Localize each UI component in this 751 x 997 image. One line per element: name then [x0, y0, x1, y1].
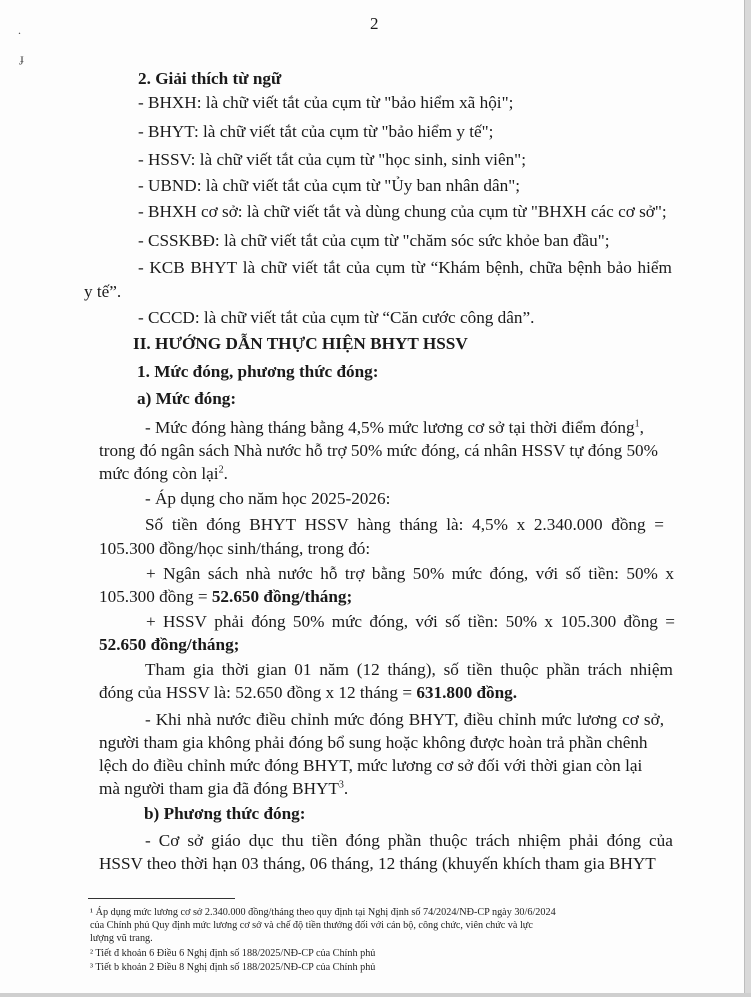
word: cụm	[375, 258, 406, 277]
word: đóng	[251, 612, 286, 631]
word: tháng	[399, 515, 438, 534]
word: điều	[256, 710, 286, 729]
page-edge-right	[744, 0, 751, 997]
paragraph-rate-text: mức đóng còn lại	[99, 464, 219, 483]
word: của	[346, 258, 371, 277]
paragraph-annual-text: đóng của HSSV là: 52.650 đồng x 12 tháng =	[99, 683, 417, 702]
word: BHYT	[190, 258, 238, 277]
subheading-contribution: 1. Mức đóng, phương thức đóng:	[137, 362, 379, 381]
state-support-amount: 52.650 đồng/tháng;	[211, 587, 353, 606]
paragraph-rate-text: - Mức đóng hàng tháng bằng 4,5% mức lương cơ sở tại thời điểm đóng	[145, 418, 635, 437]
word: trợ	[344, 564, 365, 583]
word: (12	[356, 660, 380, 679]
word: +	[146, 612, 156, 631]
word: đóng	[606, 831, 641, 850]
paragraph-annual-line	[145, 659, 673, 681]
word: mức	[451, 564, 483, 583]
word: mức	[541, 710, 572, 729]
paragraph-state-support-text: 105.300 đồng =	[99, 587, 212, 606]
word: x	[665, 564, 674, 583]
definition-item: - CSSKBĐ: là chữ viết tắt của cụm từ "chăm sóc sức khỏe ban đầu";	[138, 231, 610, 250]
paragraph-end: .	[223, 464, 228, 483]
paragraph-rate-line	[99, 463, 228, 485]
word: nhiệm	[517, 831, 561, 850]
footnote-2: ² Tiết đ khoản 6 Điều 6 Nghị định số 188/2025/NĐ-CP của Chính phủ	[90, 948, 376, 959]
word: sở,	[643, 710, 664, 729]
paragraph-end: .	[343, 779, 349, 798]
word: số	[443, 660, 459, 679]
word: chỉnh	[498, 710, 537, 729]
definition-item-kcb-cont: y tế”.	[84, 282, 122, 301]
word: =	[665, 612, 675, 631]
word: sở	[187, 831, 204, 850]
footnote-1-cont: của Chính phủ Quy định mức lương cơ sở và chế độ tiền thưởng đối với cán bộ, công chức, viên chức và lực	[90, 920, 533, 931]
word: Khi	[155, 710, 182, 729]
paragraph-adjustment-text: mà người tham gia đã đóng BHYT	[99, 779, 339, 798]
word: đóng	[369, 710, 404, 729]
word: đồng	[623, 612, 658, 631]
footnote-separator	[88, 898, 235, 899]
word: chỉnh	[290, 710, 329, 729]
paragraph-adjustment-line	[145, 709, 664, 731]
word: bằng	[371, 564, 406, 583]
footnote-ref: 1	[634, 418, 640, 430]
word: bảo	[607, 258, 632, 277]
paragraph-adjustment-line: người tham gia không phải đóng bổ sung hoặc không được hoàn trả phần chênh	[99, 733, 648, 752]
definition-item: - HSSV: là chữ viết tắt của cụm từ "học sinh, sinh viên";	[138, 150, 526, 169]
word: bệnh,	[485, 258, 524, 277]
word: =	[654, 515, 664, 534]
word: 4,5%	[472, 515, 508, 534]
word: thuộc	[429, 831, 468, 850]
paragraph-method-line	[145, 830, 673, 852]
word: hàng	[357, 515, 391, 534]
scan-mark: ɟ	[20, 51, 24, 65]
word: lương	[576, 710, 618, 729]
word: tiền:	[467, 612, 499, 631]
definition-item: - UBND: là chữ viết tắt của cụm từ "Ủy ban nhân dân";	[138, 176, 521, 195]
word: gian	[256, 660, 287, 679]
word: đóng	[206, 515, 241, 534]
word: phần	[387, 831, 422, 850]
word: tiền	[311, 831, 338, 850]
paragraph-adjustment-line	[99, 778, 348, 800]
word: gia	[192, 660, 214, 679]
word: giáo	[211, 831, 241, 850]
word: phần	[546, 660, 580, 679]
footnote-1: ¹ Áp dụng mức lương cơ sở 2.340.000 đồng/tháng theo quy định tại Nghị định số 74/2024/NĐ-CP ngày 30/6/2024	[90, 907, 556, 918]
word: -	[138, 258, 144, 277]
word: tháng),	[387, 660, 436, 679]
footnote-ref: 3	[338, 779, 344, 791]
word: số	[565, 564, 581, 583]
word: 105.300	[560, 612, 617, 631]
word: đóng,	[489, 564, 529, 583]
paragraph-method-line: HSSV theo thời hạn 03 tháng, 06 tháng, 12 tháng (khuyến khích tham gia BHYT	[99, 854, 656, 873]
word: -	[145, 710, 151, 729]
word: hỗ	[320, 564, 338, 583]
word: là	[242, 258, 256, 277]
page-number: 2	[370, 14, 379, 33]
word: tắt	[323, 258, 341, 277]
word: HSSV	[304, 515, 349, 534]
paragraph-state-support-line	[99, 586, 352, 608]
word: năm	[319, 660, 349, 679]
word: mức	[331, 612, 363, 631]
word: 50%	[626, 564, 658, 583]
word: nhà	[186, 710, 212, 729]
word: +	[146, 564, 156, 583]
part-heading-guidance: II. HƯỚNG DẪN THỰC HIỆN BHYT HSSV	[133, 334, 468, 353]
word: là:	[446, 515, 464, 534]
word: thuộc	[500, 660, 539, 679]
word: bệnh	[568, 258, 602, 277]
word: 2.340.000	[533, 515, 603, 534]
paragraph-state-support-line	[146, 563, 674, 585]
footnote-ref: 2	[218, 464, 224, 476]
word: cơ	[622, 710, 639, 729]
word: đồng	[611, 515, 646, 534]
word: với	[535, 564, 559, 583]
paragraph-annual-line	[99, 682, 517, 704]
word: đóng	[345, 831, 380, 850]
word: thu	[281, 831, 304, 850]
word: -	[145, 831, 151, 850]
word: nước	[216, 710, 252, 729]
word: từ	[410, 258, 425, 277]
word: Số	[145, 515, 164, 534]
word: trách	[475, 831, 510, 850]
word: với	[415, 612, 438, 631]
paragraph-amount-line: 105.300 đồng/học sinh/tháng, trong đó:	[99, 539, 371, 558]
paragraph-adjustment-line: lệch do điều chỉnh mức đóng BHYT, mức lương cơ sở đối với thời gian còn lại	[99, 756, 643, 775]
word: Ngân	[163, 564, 201, 583]
scan-dot-mark: .	[18, 23, 21, 37]
word: phải	[214, 612, 244, 631]
word: x	[544, 612, 554, 631]
definition-item: - BHXH: là chữ viết tắt của cụm từ "bảo hiểm xã hội";	[138, 93, 514, 112]
paragraph-amount-line	[145, 514, 664, 536]
word: thời	[221, 660, 250, 679]
definition-item-cccd: - CCCD: là chữ viết tắt của cụm từ “Căn cước công dân”.	[138, 308, 535, 327]
word: phải	[568, 831, 599, 850]
word: chữ	[260, 258, 287, 277]
paragraph-year: - Áp dụng cho năm học 2025-2026:	[145, 489, 391, 508]
word: HSSV	[163, 612, 207, 631]
word: chữa	[529, 258, 563, 277]
word: “Khám	[430, 258, 481, 277]
word: Cơ	[158, 831, 180, 850]
word: trách	[587, 660, 623, 679]
word: 50%	[292, 612, 325, 631]
word: nhà	[245, 564, 271, 583]
subheading-method: b) Phương thức đóng:	[144, 804, 306, 823]
subheading-rate: a) Mức đóng:	[137, 389, 237, 408]
word: 50%	[412, 564, 445, 583]
section-heading-definitions: 2. Giải thích từ ngữ	[138, 69, 282, 88]
word: viết	[291, 258, 318, 277]
word: dục	[248, 831, 274, 850]
word: tiền	[466, 660, 493, 679]
word: 50%	[505, 612, 538, 631]
word: 01	[294, 660, 312, 679]
word: của	[648, 831, 673, 850]
paragraph-rate-line: - Mức đóng hàng tháng bằng 4,5% mức lương cơ sở tại thời điểm đóng$^1$,	[145, 418, 644, 437]
word: BHYT	[249, 515, 297, 534]
definition-item: - BHYT: là chữ viết tắt của cụm từ "bảo hiểm y tế";	[138, 122, 494, 141]
definition-item: - BHXH cơ sở: là chữ viết tắt và dùng chung của cụm từ "BHXH các cơ sở";	[138, 202, 667, 221]
word: nhiệm	[629, 660, 673, 679]
word: mức	[333, 710, 365, 729]
footnote-1-cont: lượng vũ trang.	[90, 933, 153, 944]
page-edge-bottom	[0, 993, 751, 997]
word: KCB	[149, 258, 185, 277]
word: tiền	[171, 515, 198, 534]
student-share-amount: 52.650 đồng/tháng;	[99, 635, 240, 654]
paragraph-rate-line: trong đó ngân sách Nhà nước hỗ trợ 50% mức đóng, cá nhân HSSV tự đóng 50%	[99, 441, 658, 460]
footnote-3: ³ Tiết b khoản 2 Điều 8 Nghị định số 188/2025/NĐ-CP của Chính phủ	[90, 962, 376, 973]
word: x	[516, 515, 526, 534]
word: tiền:	[588, 564, 619, 583]
word: hiểm	[637, 258, 672, 277]
word: điều	[463, 710, 494, 729]
word: đóng,	[369, 612, 409, 631]
word: sách	[207, 564, 239, 583]
word: số	[445, 612, 461, 631]
word: nước	[278, 564, 313, 583]
word: Tham	[145, 660, 186, 679]
annual-amount: 631.800 đồng.	[416, 683, 518, 702]
word: BHYT,	[408, 710, 459, 729]
paragraph-student-share-line	[146, 611, 675, 633]
definition-item-kcb	[138, 257, 672, 279]
